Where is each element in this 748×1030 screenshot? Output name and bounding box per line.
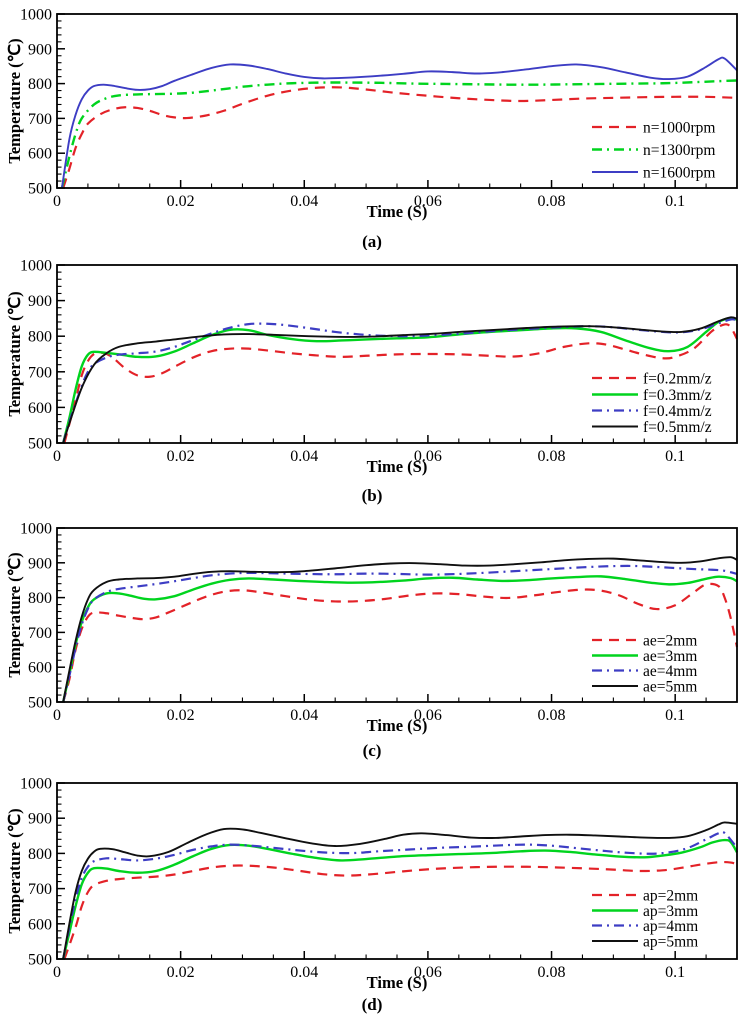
svg-text:0.06: 0.06 <box>413 964 442 981</box>
subplot-b <box>0 250 748 505</box>
x-axis-label: Time (S) <box>366 202 428 221</box>
svg-text:600: 600 <box>28 659 52 677</box>
svg-text:0.02: 0.02 <box>166 707 195 724</box>
subplot-d-plot <box>5 776 737 993</box>
svg-text:1000: 1000 <box>20 520 52 538</box>
series-f=0.5mm/z <box>63 317 737 443</box>
subplot-b-canvas <box>0 250 748 505</box>
subplot-d <box>0 762 748 1030</box>
plot-frame <box>57 14 737 188</box>
series-ae=5mm <box>63 557 737 702</box>
svg-text:0.08: 0.08 <box>537 964 566 981</box>
svg-text:600: 600 <box>28 399 52 417</box>
x-axis-label: Time (S) <box>366 716 428 735</box>
svg-text:0.06: 0.06 <box>413 448 442 465</box>
svg-text:800: 800 <box>28 590 52 608</box>
y-axis-label: Temperature (℃) <box>5 38 24 164</box>
subplot-c-plot <box>5 521 737 736</box>
svg-text:900: 900 <box>28 293 52 311</box>
svg-text:0.1: 0.1 <box>665 448 686 465</box>
legend-label-n=1000rpm: n=1000rpm <box>643 119 716 137</box>
y-axis-label: Temperature (℃) <box>5 808 24 934</box>
svg-text:800: 800 <box>28 76 52 94</box>
legend <box>592 633 697 696</box>
subplot-c-canvas <box>0 505 748 762</box>
subplot-d-canvas <box>0 762 748 1030</box>
svg-text:1000: 1000 <box>20 775 52 793</box>
svg-text:0: 0 <box>53 707 61 724</box>
svg-text:700: 700 <box>28 881 52 899</box>
legend <box>592 371 712 437</box>
subplot-d-caption: (d) <box>361 995 383 1014</box>
svg-text:0.04: 0.04 <box>290 707 319 724</box>
svg-text:0.02: 0.02 <box>166 193 195 210</box>
series-ae=4mm <box>63 566 737 702</box>
svg-text:700: 700 <box>28 110 52 128</box>
legend-label-ae=3mm: ae=3mm <box>643 648 698 665</box>
legend-label-ap=3mm: ap=3mm <box>643 903 699 920</box>
axis-ticks <box>57 14 706 188</box>
svg-text:500: 500 <box>28 694 52 712</box>
axis-ticks <box>57 528 706 702</box>
subplot-a-plot <box>5 7 737 222</box>
subplot-a-caption: (a) <box>362 232 382 250</box>
svg-text:500: 500 <box>28 180 52 198</box>
y-axis-label: Temperature (℃) <box>5 291 24 417</box>
svg-text:0: 0 <box>53 964 61 981</box>
svg-text:0.1: 0.1 <box>665 707 686 724</box>
legend-label-ap=5mm: ap=5mm <box>643 933 699 951</box>
legend-label-n=1600rpm: n=1600rpm <box>643 164 716 182</box>
svg-text:0.1: 0.1 <box>665 964 686 981</box>
y-axis-label: Temperature (℃) <box>5 552 24 678</box>
svg-text:500: 500 <box>28 435 52 453</box>
legend-label-f=0.2mm/z: f=0.2mm/z <box>643 370 712 388</box>
subplot-c <box>0 505 748 762</box>
axis-tick-labels <box>20 258 685 466</box>
svg-text:0.1: 0.1 <box>665 193 686 210</box>
legend-label-f=0.4mm/z: f=0.4mm/z <box>643 403 712 420</box>
svg-text:700: 700 <box>28 364 52 382</box>
subplot-b-caption: (b) <box>361 486 383 505</box>
legend-label-n=1300rpm: n=1300rpm <box>643 142 716 159</box>
axis-tick-labels <box>20 521 685 725</box>
svg-text:1000: 1000 <box>20 257 52 275</box>
legend-label-ae=2mm: ae=2mm <box>643 632 698 650</box>
subplot-a <box>0 0 748 250</box>
svg-text:0.02: 0.02 <box>166 448 195 465</box>
legend <box>592 888 698 951</box>
svg-text:700: 700 <box>28 624 52 642</box>
svg-text:600: 600 <box>28 916 52 934</box>
svg-text:0.08: 0.08 <box>537 448 566 465</box>
subplot-a-canvas <box>0 0 748 250</box>
series-ap=5mm <box>63 822 737 959</box>
svg-text:1000: 1000 <box>20 6 52 24</box>
svg-text:800: 800 <box>28 845 52 863</box>
svg-text:0: 0 <box>53 193 61 210</box>
svg-text:0.06: 0.06 <box>413 707 442 724</box>
legend-label-f=0.5mm/z: f=0.5mm/z <box>643 419 712 436</box>
subplot-c-caption: (c) <box>362 741 382 760</box>
svg-text:0.04: 0.04 <box>290 964 319 981</box>
svg-text:0.02: 0.02 <box>166 964 195 981</box>
svg-text:600: 600 <box>28 145 52 163</box>
svg-text:0.04: 0.04 <box>290 193 319 210</box>
svg-text:0.04: 0.04 <box>290 448 319 465</box>
svg-text:500: 500 <box>28 951 52 969</box>
series-f=0.2mm/z <box>64 324 737 443</box>
series-ae=2mm <box>63 584 737 702</box>
series-n=1600rpm <box>62 58 737 188</box>
x-axis-label: Time (S) <box>366 973 428 992</box>
legend-label-ap=2mm: ap=2mm <box>643 887 699 905</box>
svg-text:900: 900 <box>28 555 52 573</box>
subplot-b-plot <box>5 258 737 477</box>
legend-label-ap=4mm: ap=4mm <box>643 918 699 935</box>
svg-text:0: 0 <box>53 448 61 465</box>
svg-text:900: 900 <box>28 41 52 59</box>
x-axis-label: Time (S) <box>366 457 428 476</box>
svg-text:0.06: 0.06 <box>413 193 442 210</box>
svg-text:0.08: 0.08 <box>537 193 566 210</box>
svg-text:800: 800 <box>28 328 52 346</box>
legend-label-f=0.3mm/z: f=0.3mm/z <box>643 387 712 404</box>
legend-label-ae=4mm: ae=4mm <box>643 663 698 680</box>
legend-label-ae=5mm: ae=5mm <box>643 678 698 696</box>
svg-text:0.08: 0.08 <box>537 707 566 724</box>
svg-text:900: 900 <box>28 810 52 828</box>
legend <box>592 120 715 182</box>
plot-frame <box>57 528 737 702</box>
